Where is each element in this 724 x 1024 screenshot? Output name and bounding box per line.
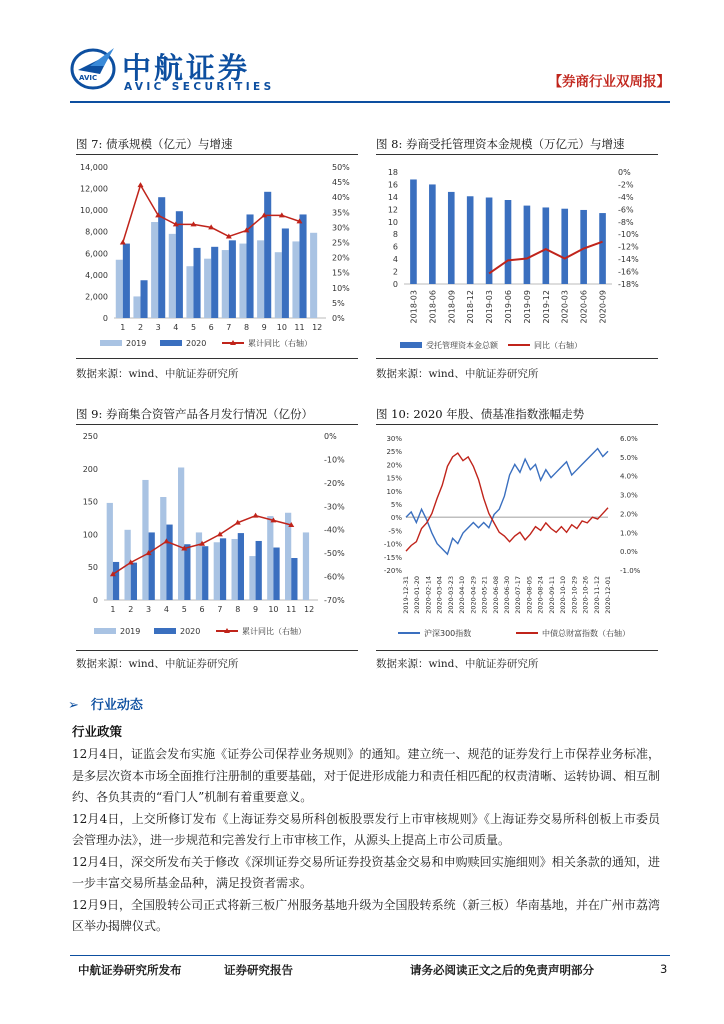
- figure-8-chart: [376, 158, 660, 358]
- x-axis-tick: 2020-10-26: [581, 576, 590, 614]
- bar-2020: [184, 544, 190, 600]
- y-axis-left-tick: 15%: [386, 474, 402, 483]
- figure-8-top-rule: [376, 154, 658, 155]
- figure-9-bottom-rule: [76, 650, 358, 651]
- y-axis-left-tick: -5%: [388, 527, 402, 536]
- bar-2019: [232, 539, 238, 600]
- legend-bar-swatch: [94, 628, 116, 634]
- brand-name-cn: 中航证券: [122, 51, 251, 85]
- y-axis-right-tick: -16%: [618, 267, 639, 277]
- y-axis-left-tick: 4,000: [85, 270, 108, 280]
- x-axis-tick: 7: [226, 323, 232, 332]
- x-axis-tick: 2018-09: [447, 290, 457, 324]
- avic-logo-icon: [70, 44, 116, 90]
- figure-7-top-rule: [76, 154, 358, 155]
- x-axis-tick: 2019-12: [541, 290, 551, 324]
- y-axis-left-tick: 6,000: [85, 249, 108, 259]
- x-axis-tick: 6: [199, 605, 205, 614]
- y-axis-right-tick: -6%: [618, 205, 634, 215]
- y-axis-left-tick: 2: [392, 267, 398, 277]
- figure-10-top-rule: [376, 424, 658, 425]
- y-axis-right-tick: 0%: [324, 432, 337, 441]
- y-axis-right-tick: -50%: [324, 549, 345, 559]
- y-axis-right-tick: -14%: [618, 255, 639, 265]
- bar-2020: [141, 280, 148, 318]
- bar-2019: [292, 241, 299, 318]
- x-axis-tick: 5: [181, 605, 187, 614]
- y-axis-left-tick: 10: [387, 217, 398, 227]
- x-axis-tick: 12: [303, 605, 315, 614]
- bar-2019: [239, 244, 246, 318]
- bar-2019: [107, 503, 113, 600]
- bar-2019: [222, 250, 229, 318]
- figure-9-top-rule: [76, 424, 358, 425]
- legend-label: 累计同比（右轴）: [242, 627, 306, 636]
- bar-2020: [202, 546, 208, 600]
- figure-8-source: 数据来源：wind、中航证券研究所: [376, 368, 539, 380]
- x-axis-tick: 2020-06-30: [503, 576, 511, 614]
- bar-2020: [166, 525, 172, 600]
- y-axis-left-tick: -20%: [383, 567, 402, 575]
- legend-label: 累计同比（右轴）: [248, 339, 312, 348]
- x-axis-tick: 4: [163, 605, 169, 614]
- y-axis-right-tick: 30%: [332, 223, 350, 233]
- bar-2019: [204, 259, 211, 318]
- x-axis-tick: 2018-06: [428, 290, 438, 324]
- bar-受托管理资本金总额: [467, 196, 474, 284]
- bar-2019: [116, 260, 123, 318]
- x-axis-tick: 2018-12: [466, 290, 476, 324]
- y-axis-right-tick: 10%: [332, 283, 350, 293]
- x-axis-tick: 2019-03: [485, 290, 495, 324]
- x-axis-tick: 2020-06: [579, 290, 589, 324]
- figure-9: [76, 406, 360, 668]
- y-axis-left-tick: 20%: [386, 461, 402, 470]
- figure-10-source: 数据来源：wind、中航证券研究所: [376, 658, 539, 670]
- footer-divider: [70, 955, 670, 956]
- y-axis-right-tick: 0%: [618, 168, 631, 177]
- figure-9-source: 数据来源：wind、中航证券研究所: [76, 658, 239, 670]
- x-axis-tick: 3: [146, 605, 152, 614]
- subsection-heading: 行业政策: [72, 724, 123, 739]
- y-axis-left-tick: 18: [387, 168, 398, 177]
- bar-受托管理资本金总额: [505, 200, 512, 284]
- x-axis-tick: 2: [137, 323, 144, 332]
- y-axis-right-tick: 45%: [332, 178, 350, 188]
- x-axis-tick: 2020-11-12: [592, 576, 601, 614]
- paragraph: 12月9日，全国股转公司正式将新三板广州服务基地升级为全国股转系统（新三板）华南基地，并在广州市荔湾区举办揭牌仪式。: [72, 897, 660, 933]
- y-axis-left-tick: 16: [387, 180, 398, 190]
- y-axis-right-tick: -4%: [618, 192, 634, 202]
- x-axis-tick: 2020-08-05: [525, 576, 534, 614]
- bar-2020: [149, 532, 155, 600]
- legend-bar-swatch: [100, 340, 122, 346]
- x-axis-tick: 5: [190, 323, 197, 332]
- footer-publisher: 中航证券研究所发布: [78, 963, 182, 977]
- y-axis-left-tick: 14: [387, 192, 398, 202]
- y-axis-left-tick: 8,000: [85, 227, 108, 237]
- bar-2020: [229, 240, 236, 318]
- bar-2020: [291, 558, 297, 600]
- bar-2020: [220, 538, 226, 600]
- y-axis-left-tick: 5%: [390, 501, 402, 509]
- y-axis-left-tick: 2,000: [85, 292, 108, 302]
- y-axis-right-tick: -60%: [324, 572, 345, 582]
- x-axis-tick: 2020-09: [598, 290, 608, 324]
- x-axis-tick: 2020-01-20: [413, 576, 422, 614]
- x-axis-tick: 7: [217, 605, 223, 614]
- x-axis-tick: 2019-12-31: [402, 576, 410, 614]
- bar-2019: [275, 252, 282, 318]
- x-axis-tick: 2020-06-08: [491, 576, 500, 614]
- bar-2019: [186, 266, 193, 318]
- y-axis-right-tick: 0.0%: [620, 548, 638, 557]
- footer-report-kind: 证券研究报告: [224, 963, 293, 977]
- y-axis-right-tick: -12%: [618, 242, 639, 252]
- legend-label: 2019: [120, 627, 141, 636]
- y-axis-right-tick: -8%: [618, 217, 634, 227]
- line-series: [406, 453, 608, 551]
- bar-2019: [178, 467, 184, 600]
- footer-page-number: 3: [660, 962, 668, 976]
- y-axis-left-tick: 14,000: [80, 163, 108, 172]
- y-axis-left-tick: 200: [82, 464, 98, 474]
- bar-2020: [256, 541, 262, 600]
- y-axis-right-tick: 0%: [332, 314, 345, 323]
- y-axis-right-tick: 5%: [332, 298, 345, 308]
- bar-受托管理资本金总额: [410, 179, 417, 284]
- y-axis-right-tick: -1.0%: [620, 567, 641, 575]
- page-header: [70, 40, 670, 100]
- x-axis-tick: 11: [294, 323, 305, 332]
- line-series: [123, 185, 300, 242]
- bar-2019: [214, 542, 220, 600]
- bar-2020: [131, 563, 137, 600]
- bar-2019: [310, 233, 317, 318]
- y-axis-right-tick: 20%: [332, 253, 350, 263]
- x-axis-tick: 12: [312, 323, 323, 332]
- figure-8-bottom-rule: [376, 358, 658, 359]
- y-axis-right-tick: 6.0%: [620, 435, 638, 443]
- x-axis-tick: 2020-02-14: [424, 576, 433, 614]
- y-axis-right-tick: 3.0%: [620, 491, 638, 500]
- legend-label: 沪深300指数: [424, 629, 472, 638]
- line-marker: [138, 182, 144, 187]
- report-type-label: 【券商行业双周报】: [548, 74, 670, 90]
- line-marker: [253, 513, 259, 518]
- x-axis-tick: 2019-06: [504, 290, 513, 324]
- x-axis-tick: 9: [253, 605, 259, 614]
- bar-2020: [282, 228, 289, 318]
- y-axis-right-tick: -10%: [324, 455, 345, 465]
- x-axis-tick: 2020-03-23: [446, 576, 455, 614]
- y-axis-left-tick: -10%: [383, 540, 402, 549]
- x-axis-tick: 4: [173, 323, 179, 332]
- bar-2019: [151, 222, 158, 318]
- figure-9-chart: [76, 428, 360, 650]
- figure-7-bottom-rule: [76, 358, 358, 359]
- y-axis-left-tick: 250: [82, 432, 98, 441]
- section-heading-text: 行业动态: [90, 698, 143, 713]
- figure-9-title: 图 9: 券商集合资管产品各月发行情况（亿份）: [76, 407, 313, 421]
- figure-7: [76, 136, 360, 386]
- brand-name-en: AVIC SECURITIES: [124, 81, 275, 93]
- figure-10-title: 图 10: 2020 年股、债基准指数涨幅走势: [376, 407, 585, 421]
- section-arrow-icon: ➢: [68, 698, 79, 713]
- y-axis-left-tick: 6: [392, 242, 398, 252]
- legend-label: 同比（右轴）: [534, 341, 582, 350]
- bar-2019: [133, 296, 140, 318]
- x-axis-tick: 2020-10-10: [559, 576, 568, 614]
- x-axis-tick: 8: [243, 323, 250, 332]
- bar-受托管理资本金总额: [448, 192, 455, 284]
- y-axis-left-tick: 0: [92, 596, 98, 605]
- legend-label: 2020: [180, 627, 201, 636]
- y-axis-right-tick: 35%: [332, 208, 350, 218]
- legend-bar-swatch: [154, 628, 176, 634]
- legend-label: 中债总财富指数（右轴）: [542, 629, 630, 638]
- x-axis-tick: 2020-10-29: [570, 576, 579, 614]
- bar-2020: [273, 548, 279, 600]
- x-axis-tick: 1: [110, 605, 116, 614]
- bar-2020: [123, 244, 130, 318]
- y-axis-right-tick: -20%: [324, 478, 345, 488]
- paragraph: 12月4日，上交所修订发布《上海证券交易所科创板股票发行上市审核规则》《上海证券交易所科创板上市委员会管理办法》，进一步规范和完善发行上市审核工作，从源头上提高上市公司质量。: [72, 811, 660, 847]
- legend-label: 2020: [186, 339, 207, 348]
- y-axis-right-tick: -10%: [618, 230, 639, 240]
- y-axis-right-tick: 5.0%: [620, 453, 638, 462]
- y-axis-left-tick: 0%: [390, 514, 402, 523]
- y-axis-right-tick: 4.0%: [620, 472, 638, 481]
- y-axis-right-tick: -2%: [618, 180, 634, 190]
- y-axis-right-tick: 25%: [332, 238, 350, 248]
- y-axis-left-tick: 12: [387, 205, 398, 215]
- y-axis-left-tick: -15%: [383, 553, 402, 562]
- figure-8-title: 图 8: 券商受托管理资本金规模（万亿元）与增速: [376, 137, 625, 151]
- legend-bar-swatch: [160, 340, 182, 346]
- bar-2020: [211, 247, 218, 318]
- x-axis-tick: 2019-09: [522, 290, 532, 324]
- x-axis-tick: 2020-03: [560, 290, 570, 324]
- y-axis-left-tick: 100: [82, 530, 98, 540]
- legend-label: 受托管理资本金总额: [426, 341, 498, 350]
- x-axis-tick: 2: [128, 605, 134, 614]
- y-axis-left-tick: 25%: [386, 448, 402, 457]
- x-axis-tick: 2020-12-01: [604, 576, 612, 614]
- bar-2019: [142, 480, 148, 600]
- bar-2020: [113, 562, 119, 600]
- bar-2020: [264, 192, 271, 318]
- figure-10: [376, 406, 660, 668]
- y-axis-right-tick: 40%: [332, 193, 350, 203]
- x-axis-tick: 2018-03: [409, 290, 419, 324]
- y-axis-right-tick: 1.0%: [620, 529, 638, 538]
- y-axis-left-tick: 4: [392, 255, 398, 265]
- logo-small-text: AVIC: [79, 74, 98, 82]
- x-axis-tick: 2020-04-29: [469, 576, 478, 614]
- bar-2019: [267, 516, 273, 600]
- y-axis-left-tick: 10,000: [80, 206, 108, 216]
- x-axis-tick: 1: [120, 323, 126, 332]
- x-axis-tick: 2020-04-10: [458, 576, 467, 614]
- x-axis-tick: 10: [276, 323, 287, 332]
- y-axis-left-tick: 150: [82, 497, 98, 507]
- y-axis-left-tick: 8: [392, 230, 398, 240]
- section-heading: [68, 694, 143, 713]
- figure-8: [376, 136, 660, 386]
- bar-2019: [160, 497, 166, 600]
- figure-10-bottom-rule: [376, 650, 658, 651]
- x-axis-tick: 8: [235, 605, 241, 614]
- header-divider: [70, 101, 670, 103]
- bar-2020: [238, 533, 244, 600]
- x-axis-tick: 2020-03-04: [435, 576, 444, 614]
- figure-7-source: 数据来源：wind、中航证券研究所: [76, 368, 239, 380]
- y-axis-left-tick: 0: [392, 280, 398, 289]
- x-axis-tick: 2020-09-11: [547, 576, 556, 614]
- paragraph: 12月4日，证监会发布实施《证券公司保荐业务规则》的通知。建立统一、规范的证券发行上市保荐业务标准，是多层次资本市场全面推行注册制的重要基础，对于促进形成能力和责任相匹配的权责清晰、运转协调、相互制约、各负其责的“看门人”机制有着重要意义。: [72, 747, 661, 804]
- paragraph: 12月4日，深交所发布关于修改《深圳证券交易所证券投资基金交易和申购赎回实施细则》相关条款的通知，进一步丰富交易所基金品种，满足投资者需求。: [72, 854, 660, 890]
- x-axis-tick: 10: [268, 605, 279, 614]
- y-axis-left-tick: 10%: [386, 487, 402, 496]
- legend-bar-swatch: [400, 342, 422, 348]
- bar-受托管理资本金总额: [524, 206, 531, 284]
- policy-paragraphs: [72, 744, 660, 938]
- line-marker: [120, 240, 126, 245]
- x-axis-tick: 2020-07-17: [514, 576, 523, 614]
- y-axis-left-tick: 50: [87, 563, 98, 573]
- bar-2020: [194, 248, 201, 318]
- x-axis-tick: 2020-08-24: [536, 576, 545, 614]
- bar-2019: [257, 240, 264, 318]
- bar-受托管理资本金总额: [561, 209, 568, 284]
- bar-2019: [249, 556, 255, 600]
- x-axis-tick: 9: [261, 323, 267, 332]
- x-axis-tick: 2020-05-21: [480, 576, 489, 614]
- y-axis-left-tick: 12,000: [80, 184, 108, 194]
- bar-2019: [303, 532, 309, 600]
- figure-10-chart: [376, 428, 660, 650]
- y-axis-right-tick: -40%: [324, 525, 345, 535]
- y-axis-right-tick: -30%: [324, 502, 345, 512]
- figure-7-chart: [76, 158, 360, 358]
- bar-受托管理资本金总额: [429, 184, 436, 284]
- bar-2020: [300, 214, 307, 318]
- x-axis-tick: 3: [155, 323, 161, 332]
- bar-受托管理资本金总额: [543, 207, 550, 284]
- bar-受托管理资本金总额: [599, 213, 606, 284]
- bar-2020: [176, 211, 183, 318]
- y-axis-left-tick: 0: [102, 314, 108, 323]
- y-axis-left-tick: 30%: [386, 435, 402, 443]
- y-axis-right-tick: 2.0%: [620, 510, 638, 519]
- figure-7-title: 图 7: 债承规模（亿元）与增速: [76, 137, 233, 151]
- y-axis-right-tick: 15%: [332, 268, 350, 278]
- y-axis-right-tick: -70%: [324, 596, 345, 605]
- x-axis-tick: 11: [286, 605, 297, 614]
- bar-2019: [169, 234, 176, 318]
- y-axis-right-tick: 50%: [332, 163, 350, 172]
- legend-label: 2019: [126, 339, 147, 348]
- y-axis-right-tick: -18%: [618, 280, 639, 289]
- x-axis-tick: 6: [208, 323, 214, 332]
- footer-disclaimer: 请务必阅读正文之后的免责声明部分: [410, 963, 594, 977]
